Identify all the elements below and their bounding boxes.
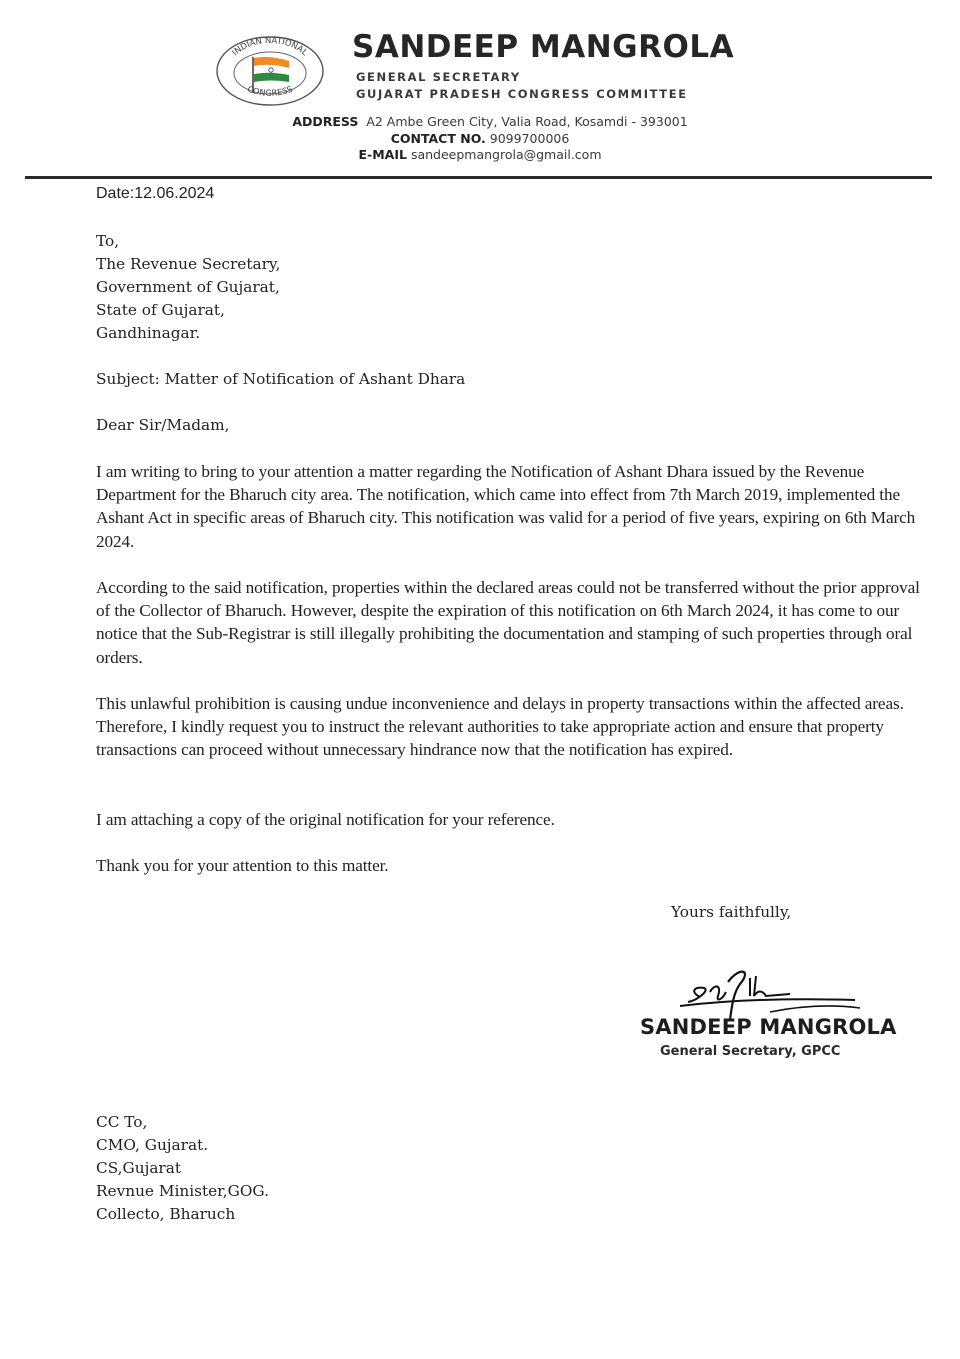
letterhead-organization: GUJARAT PRADESH CONGRESS COMMITTEE: [356, 87, 688, 101]
indian-national-congress-emblem-icon: [215, 35, 325, 107]
body-paragraph: I am attaching a copy of the original notification for your reference.: [96, 810, 555, 829]
signatory-name: SANDEEP MANGROLA: [640, 1015, 897, 1039]
email-value: sandeepmangrola@gmail.com: [410, 147, 602, 162]
svg-text:CONGRESS: CONGRESS: [245, 84, 295, 99]
letterhead-email: [0, 147, 960, 162]
letter-closing: Yours faithfully,: [671, 903, 792, 921]
contact-label: CONTACT NO.: [390, 131, 486, 146]
recipient-line: Gandhinagar.: [96, 324, 201, 342]
cc-list: [96, 1111, 269, 1226]
recipient-line: To,: [96, 232, 120, 250]
letterhead-designation: GENERAL SECRETARY: [356, 70, 521, 84]
cc-line: Revnue Minister,GOG.: [96, 1182, 269, 1200]
letter-salutation: Dear Sir/Madam,: [96, 416, 230, 434]
contact-value: 9099700006: [489, 131, 570, 146]
congress-logo: [215, 35, 325, 107]
address-value: A2 Ambe Green City, Valia Road, Kosamdi - 393001: [366, 114, 688, 129]
letterhead-divider: [25, 176, 932, 179]
letter-subject: Subject: Matter of Notification of Ashant Dhara: [96, 370, 466, 388]
signatory-title: General Secretary, GPCC: [660, 1044, 841, 1059]
body-paragraph: Thank you for your attention to this matter.: [96, 856, 389, 875]
recipient-address: [96, 230, 280, 345]
body-paragraph: I am writing to bring to your attention a matter regarding the Notification of Ashant Dhara issued by the Revenue Department for the Bharuch city area. The notification, which came into effect from 7th March 2019, implemented the Ashant Act in specific areas of Bharuch city. This notification was valid for a period of five years, expiring on 6th March 2024.: [96, 462, 916, 551]
letter-date: Date:12.06.2024: [96, 185, 215, 202]
address-label: ADDRESS: [292, 114, 359, 129]
recipient-line: Government of Gujarat,: [96, 278, 280, 296]
recipient-line: State of Gujarat,: [96, 301, 225, 319]
cc-line: Collecto, Bharuch: [96, 1205, 236, 1223]
email-label: E-MAIL: [358, 147, 407, 162]
signature-icon: [670, 962, 870, 1022]
cc-line: CC To,: [96, 1113, 148, 1131]
body-paragraph: This unlawful prohibition is causing undue inconvenience and delays in property transactions within the affected areas. Therefore, I kindly request you to instruct the relevant authorities to take appropriate action and ensure that property transactions can proceed without unnecessary hindrance now that the notification has expired.: [96, 694, 904, 760]
body-paragraph: According to the said notification, properties within the declared areas could not be transferred without the prior approval of the Collector of Bharuch. However, despite the expiration of this notification on 6th March 2024, it has come to our notice that the Sub-Registrar is still illegally prohibiting the documentation and stamping of such properties through oral orders.: [96, 578, 920, 667]
letterhead-contact: [0, 131, 960, 146]
cc-line: CMO, Gujarat.: [96, 1136, 209, 1154]
cc-line: CS,Gujarat: [96, 1159, 182, 1177]
letterhead-name: SANDEEP MANGROLA: [352, 29, 735, 65]
letterhead-address: [0, 114, 960, 129]
handwritten-signature: [670, 962, 870, 1022]
recipient-line: The Revenue Secretary,: [96, 255, 281, 273]
svg-text:INDIAN NATIONAL: INDIAN NATIONAL: [230, 35, 310, 59]
